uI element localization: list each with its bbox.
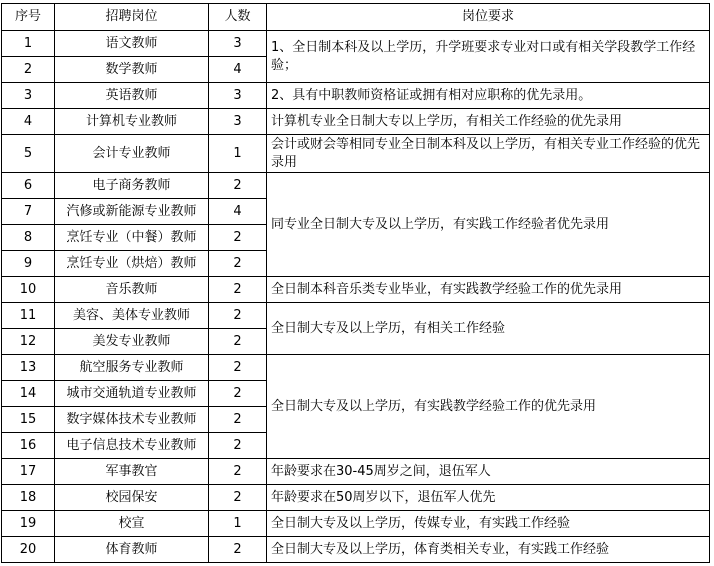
row-requirement: 1、全日制本科及以上学历，升学班要求专业对口或有相关学段教学工作经验； bbox=[267, 31, 710, 83]
row-no: 15 bbox=[2, 407, 55, 433]
row-no: 11 bbox=[2, 303, 55, 329]
table-row bbox=[2, 459, 710, 485]
row-position: 数学教师 bbox=[55, 57, 209, 83]
row-position: 音乐教师 bbox=[55, 277, 209, 303]
row-position: 航空服务专业教师 bbox=[55, 355, 209, 381]
row-no: 9 bbox=[2, 251, 55, 277]
table-row bbox=[2, 277, 710, 303]
row-count: 2 bbox=[209, 277, 267, 303]
row-count: 2 bbox=[209, 433, 267, 459]
row-requirement: 年龄要求在30-45周岁之间，退伍军人 bbox=[267, 459, 710, 485]
row-position: 语文教师 bbox=[55, 31, 209, 57]
row-position: 美发专业教师 bbox=[55, 329, 209, 355]
row-no: 7 bbox=[2, 199, 55, 225]
row-count: 3 bbox=[209, 83, 267, 109]
row-count: 1 bbox=[209, 511, 267, 537]
row-position: 烹饪专业（中餐）教师 bbox=[55, 225, 209, 251]
row-requirement: 年龄要求在50周岁以下，退伍军人优先 bbox=[267, 485, 710, 511]
row-requirement: 全日制本科音乐类专业毕业，有实践教学经验工作的优先录用 bbox=[267, 277, 710, 303]
row-count: 2 bbox=[209, 485, 267, 511]
row-position: 城市交通轨道专业教师 bbox=[55, 381, 209, 407]
row-no: 13 bbox=[2, 355, 55, 381]
row-count: 2 bbox=[209, 251, 267, 277]
table-row bbox=[2, 83, 710, 109]
row-no: 14 bbox=[2, 381, 55, 407]
row-requirement: 全日制大专及以上学历，传媒专业，有实践工作经验 bbox=[267, 511, 710, 537]
row-no: 5 bbox=[2, 135, 55, 173]
row-position: 汽修或新能源专业教师 bbox=[55, 199, 209, 225]
row-count: 1 bbox=[209, 135, 267, 173]
table-row bbox=[2, 511, 710, 537]
row-no: 3 bbox=[2, 83, 55, 109]
row-count: 4 bbox=[209, 57, 267, 83]
table-row bbox=[2, 135, 710, 173]
row-no: 6 bbox=[2, 173, 55, 199]
row-count: 2 bbox=[209, 329, 267, 355]
table-row bbox=[2, 173, 710, 199]
row-position: 烹饪专业（烘焙）教师 bbox=[55, 251, 209, 277]
row-requirement: 会计或财会等相同专业全日制本科及以上学历，有相关专业工作经验的优先录用 bbox=[267, 135, 710, 173]
row-position: 美容、美体专业教师 bbox=[55, 303, 209, 329]
row-count: 3 bbox=[209, 31, 267, 57]
table-row bbox=[2, 485, 710, 511]
row-position: 英语教师 bbox=[55, 83, 209, 109]
row-no: 1 bbox=[2, 31, 55, 57]
row-no: 18 bbox=[2, 485, 55, 511]
row-position: 会计专业教师 bbox=[55, 135, 209, 173]
recruitment-table bbox=[1, 3, 710, 563]
table-row bbox=[2, 31, 710, 57]
row-count: 2 bbox=[209, 355, 267, 381]
table-row bbox=[2, 303, 710, 329]
row-position: 计算机专业教师 bbox=[55, 109, 209, 135]
row-position: 校园保安 bbox=[55, 485, 209, 511]
row-count: 3 bbox=[209, 109, 267, 135]
table-header-row bbox=[2, 4, 710, 31]
row-requirement: 全日制大专及以上学历，有实践教学经验工作的优先录用 bbox=[267, 355, 710, 459]
header-position: 招聘岗位 bbox=[55, 4, 209, 31]
row-count: 2 bbox=[209, 537, 267, 563]
row-position: 电子信息技术专业教师 bbox=[55, 433, 209, 459]
row-no: 4 bbox=[2, 109, 55, 135]
row-no: 17 bbox=[2, 459, 55, 485]
row-count: 2 bbox=[209, 173, 267, 199]
row-position: 数字媒体技术专业教师 bbox=[55, 407, 209, 433]
table-row bbox=[2, 109, 710, 135]
row-requirement: 2、具有中职教师资格证或拥有相对应职称的优先录用。 bbox=[267, 83, 710, 109]
row-no: 8 bbox=[2, 225, 55, 251]
row-count: 2 bbox=[209, 381, 267, 407]
table-row bbox=[2, 355, 710, 381]
row-position: 电子商务教师 bbox=[55, 173, 209, 199]
row-requirement: 计算机专业全日制大专以上学历，有相关工作经验的优先录用 bbox=[267, 109, 710, 135]
row-no: 20 bbox=[2, 537, 55, 563]
row-position: 体育教师 bbox=[55, 537, 209, 563]
header-no: 序号 bbox=[2, 4, 55, 31]
row-no: 19 bbox=[2, 511, 55, 537]
row-no: 10 bbox=[2, 277, 55, 303]
row-count: 4 bbox=[209, 199, 267, 225]
row-position: 军事教官 bbox=[55, 459, 209, 485]
header-count: 人数 bbox=[209, 4, 267, 31]
row-no: 2 bbox=[2, 57, 55, 83]
row-count: 2 bbox=[209, 459, 267, 485]
row-requirement: 全日制大专及以上学历，体育类相关专业，有实践工作经验 bbox=[267, 537, 710, 563]
row-no: 16 bbox=[2, 433, 55, 459]
header-requirement: 岗位要求 bbox=[267, 4, 710, 31]
row-no: 12 bbox=[2, 329, 55, 355]
row-requirement: 同专业全日制大专及以上学历，有实践工作经验者优先录用 bbox=[267, 173, 710, 277]
row-count: 2 bbox=[209, 407, 267, 433]
table-row bbox=[2, 537, 710, 563]
row-count: 2 bbox=[209, 303, 267, 329]
row-requirement: 全日制大专及以上学历，有相关工作经验 bbox=[267, 303, 710, 355]
row-position: 校宣 bbox=[55, 511, 209, 537]
row-count: 2 bbox=[209, 225, 267, 251]
